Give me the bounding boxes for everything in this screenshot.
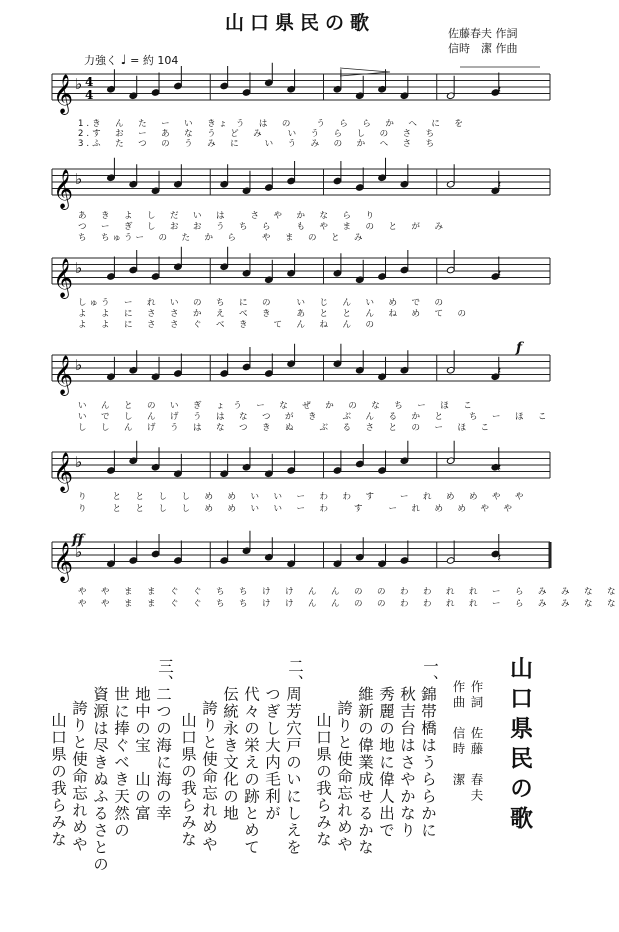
composer-name: 信時 潔 (451, 726, 466, 789)
treble-clef-icon: 𝄞 (53, 74, 74, 114)
verse-line: 誇りと使命忘れめや (200, 700, 218, 853)
verse-line: 山口県の我らみな (179, 712, 197, 848)
lyric-line: り と と し し め め い い ー わ わ す ー れ め め や や (78, 492, 527, 502)
lyric-line: あ き よ し だ い は さ や か な ら り (78, 211, 378, 221)
lyric-line: ち ちゅうー の た か ら や ま の と み (78, 233, 366, 243)
verse-line: つぎし大内毛利が (263, 686, 281, 822)
verse-line: 代々の栄えの跡とめて (242, 686, 260, 856)
song-title: 山口県民の歌 (224, 12, 375, 34)
tempo-text: 力強く (84, 54, 117, 67)
verse-number: 一、 (421, 658, 439, 691)
lyricist-credit: 佐藤春夫 作詞 (448, 27, 518, 40)
composer-credit: 信時 潔 作曲 (448, 42, 518, 55)
hairpin-mark (340, 68, 390, 76)
lyric-line: い で し ん げ う は な つ が き ぶ ん る か と ち ー ほ こ (78, 412, 550, 422)
treble-clef-icon: 𝄞 (53, 355, 74, 395)
treble-clef-icon: 𝄞 (53, 542, 74, 582)
verse-line: 維新の偉業成せるかな (356, 686, 374, 856)
rest-icon: 𝄽 (497, 363, 502, 378)
verse-line: 山口県の我らみな (49, 712, 67, 848)
verse-line: 地中の宝 山の富 (133, 686, 151, 822)
verse-line: 誇りと使命忘れめや (335, 700, 353, 853)
lyricist-name: 佐藤 春夫 (469, 726, 484, 804)
lyric-line: 1.き ん た ー い きょ う は の う ら ら か へ に を (78, 119, 466, 129)
lyric-line: よ よ に さ さ ぐ べ き て ん ね ん の (78, 320, 378, 330)
flat-icon: ♭ (75, 453, 83, 471)
verse-line: 秀麗の地に偉人出で (377, 686, 395, 839)
verse-line: 秋吉台はさやかなり (398, 686, 416, 839)
lyricist-label: 作詞 (469, 680, 484, 711)
lyric-line: よ よ に さ さ か え べ き あ と と ん ね め て の (78, 309, 470, 319)
verse-line: 誇りと使命忘れめや (70, 700, 88, 853)
lyric-line: し し ん げ う は な つ き ぬ ぶ る さ と の ー ほ こ (78, 423, 493, 433)
lyric-line: り と と し し め め い い ー わ す ー れ め め や や (78, 504, 516, 514)
verse-line: 二つの海に海の幸 (154, 686, 172, 822)
lyric-line: つ ー ぎ し お お う ち ら も や ま の と が み (78, 222, 447, 232)
lyric-line: や や ま ま ぐ ぐ ち ち け け ん ん の の わ わ れ れ ー ら み み な な (78, 587, 619, 597)
verse-line: 錦帯橋はうららかに (419, 686, 437, 839)
rest-icon: 𝄽 (497, 82, 502, 97)
treble-clef-icon: 𝄞 (53, 452, 74, 492)
treble-clef-icon: 𝄞 (53, 169, 74, 209)
verse-line: 周芳穴戸のいにしえを (284, 686, 302, 856)
composer-label: 作曲 (451, 680, 466, 711)
quarter-note-icon: ♩ (120, 53, 127, 68)
rest-icon: 𝄽 (497, 460, 502, 475)
lyrics-title: 山口県民の歌 (506, 656, 533, 836)
lyric-line: 3.ふ た つ の う み に い う み の か へ さ ち (78, 139, 438, 149)
lyric-line: や や ま ま ぐ ぐ ち ち け け ん ん の の わ わ れ れ ー ら み み な な (78, 599, 619, 609)
verse-line: 資源は尽きぬふるさとの (91, 686, 109, 873)
verse-number: 二、 (286, 658, 304, 691)
rest-icon: 𝄽 (497, 266, 502, 281)
rest-icon: 𝄽 (497, 177, 502, 192)
tempo-value: = 約 104 (130, 54, 179, 67)
lyricist-credit-vertical (468, 680, 484, 890)
flat-icon: ♭ (75, 356, 83, 374)
verse-line: 山口県の我らみな (314, 712, 332, 848)
verse-line: 伝統永き文化の地 (221, 686, 239, 822)
lyric-line: 2.す お ー あ な う ど み い う ら し の さ ち (78, 129, 438, 139)
verse-line: 世に捧ぐべき天然の (112, 686, 130, 839)
rest-icon: 𝄽 (497, 550, 502, 565)
time-signature-top: 4 (85, 75, 94, 89)
flat-icon: ♭ (75, 543, 83, 561)
time-signature-bottom: 4 (85, 88, 94, 102)
lyric-line: い ん と の い ぎ ょ う ー な ぜ か の な ち ー ほ こ (78, 401, 475, 411)
flat-icon: ♭ (75, 170, 83, 188)
flat-icon: ♭ (75, 259, 83, 277)
verse-number: 三、 (156, 658, 174, 691)
treble-clef-icon: 𝄞 (53, 258, 74, 298)
lyric-line: しゅう ー れ い の ち に の い じ ん い め で の (78, 298, 447, 308)
flat-icon: ♭ (75, 75, 83, 93)
composer-credit-vertical (450, 680, 466, 890)
dynamic-marking: f (516, 340, 523, 356)
dynamic-marking: ff (72, 532, 84, 548)
